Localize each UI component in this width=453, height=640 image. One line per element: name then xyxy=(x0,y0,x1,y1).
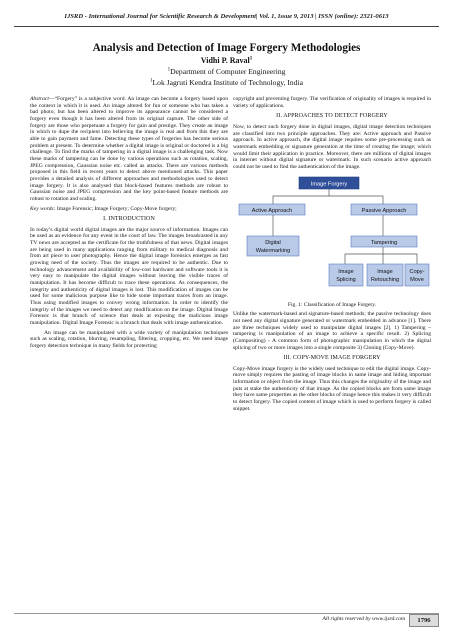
affiliation-1-sup: 1 xyxy=(167,67,171,73)
connector-tampering-splicing xyxy=(345,246,383,264)
running-header xyxy=(14,12,439,27)
node-watermarking-line1: Digital xyxy=(265,239,281,246)
page-footer xyxy=(14,613,439,626)
figure-classification xyxy=(233,174,431,300)
section-heading-copymove: III. COPY-MOVE IMAGE FORGERY xyxy=(283,355,381,362)
intro-paragraph-2: An image can be manipulated with a wide variety of manipulation techniques such as scaling, rotation, blurring, resampling, filtering, cropping, etc. We need image forgery detection technique in many fields for protecting xyxy=(30,329,228,349)
approaches-paragraph: Now, to detect such forgery done in digital images, digital image detection techniques are classified into two principle approaches. They are: Active approach and Passive approach. In active approach, the digital image requires some pre-processing such as watermark embedding or signature generation at the time of creating the image; which would limit their application in practice. Moreover, there are millions of digital images in internet without digital signature or watermark. In such scenario active approach could not be used to find the authentication of the image. xyxy=(233,123,431,170)
intro-paragraph-1: In today’s digital world digital images are the major source of information. Images can be used as an evidence for any event in the court of law. The images broadcasted in any TV news are accepted as the certificate for the truthfulness of that news. Digital images are being used in many applications ranging from military to medical diagnosis and from art piece to user photography. Hence the digital image forensics emerges as fast growing need of the society. Thus the images are required to be authentic. Due to technology advancement and availability of low-cost hardware and software tools it is very easy to manipulate the digital images without leaving the visible traces of manipulation. It has become difficult to trace these operations. As consequences, the integrity and authenticity of digital images is lost. This modification of images can be used for some malicious purpose like to hide some important traces from an image. Thus using modified images to convey wrong information. In order to identify the integrity of the images we need to detect any modification on the image. Digital Image Forensic is that branch of science that deals at exposing the malicious image manipulation. Digital Image Forensic is a branch that deals with image authentication. xyxy=(30,226,228,326)
connector-root-active xyxy=(273,188,329,204)
node-splicing-line1: Image xyxy=(338,268,354,275)
paper-title: Analysis and Detection of Image Forgery Methodologies xyxy=(92,42,361,54)
node-retouching-line2: Retouching xyxy=(370,276,400,283)
affiliation-2-text: Lok Jagruti Kendra Institute of Technology, India xyxy=(152,78,303,87)
abstract-text: —“Forgery” is a subjective word. An image can become a forgery based upon the context in which it is used. An image altered for fun or someone who has taken a bad photo, but has been altered to improve its appearance cannot be considered a forgery even though it has been altered from its original capture. The other side of forgery are those who perpetuate a forgery for gain and prestige. They create an image in which to dupe the recipient into believing the image is real and from this they are able to gain payment and fame. Detecting these types of forgeries has become serious problem at present. To determine whether a digital image is original or doctored is a big challenge. To find the marks of tampering in a digital image is a challenging task. Now these marks of tampering can be done by various operations such as rotation, scaling, JPEG compression, Gaussian noise etc. called as attacks. There are various methods proposed in this field in recent years to detect above mentioned attacks. This paper provides a detailed analysis of different approaches and methodologies used to detect image forgery. It is also analysed that block-based features methods are robust to Gaussian noise and JPEG compression and the key point-based feature methods are robust to rotation and scaling. xyxy=(30,96,228,202)
running-head-text: IJSRD - International Journal for Scientific Research & Development| Vol. 1, Issue 9, 2013 | ISSN (online): 2321-0613 xyxy=(64,13,389,20)
keywords-text: Image Forensic; Image Forgery; Copy-Move forgery; xyxy=(55,205,177,212)
node-splicing-line2: Splicing xyxy=(336,276,356,283)
copymove-paragraph: Copy-Move image forgery is the widely used technique to edit the digital image. Copy-move simply requires the pasting of image blocks in same image and hiding important information or object from the image. Thus this changes the originality of the image and puts at stake the authenticity of that image. As the copied blocks are from same image they have same properties as the other blocks of image hence this makes it very difficult to detect forgery. The copied content of image which is used to perform forgery is called snippet. xyxy=(233,365,431,412)
affiliation-1 xyxy=(0,67,453,76)
classification-diagram xyxy=(233,174,431,300)
right-column xyxy=(233,96,431,415)
affiliation-2-sup: 1 xyxy=(150,78,153,84)
section-heading-introduction: I. INTRODUCTION xyxy=(103,216,155,223)
connector-tampering-copymove xyxy=(383,254,417,264)
abstract-label: Abstract xyxy=(30,96,49,102)
author-sup: 1 xyxy=(249,56,253,62)
author-line xyxy=(0,56,453,65)
section-heading-approaches: II. APPROACHES TO DETECT FORGERY xyxy=(276,113,388,120)
node-copymove-line2: Move xyxy=(410,276,424,283)
connector-root-passive xyxy=(329,196,383,204)
keywords xyxy=(30,206,228,213)
node-copymove-line1: Copy- xyxy=(409,268,425,275)
node-active-label: Active Approach xyxy=(251,207,293,214)
figure-caption: Fig. 1: Classification of Image Forgery. xyxy=(287,301,377,308)
continuation-paragraph: copyright and preventing forgery. The verification of originality of images is required in variety of applications. xyxy=(233,96,431,109)
node-root-label: Image Forgery xyxy=(310,181,348,188)
affiliation-1-text: Department of Computer Engineering xyxy=(170,67,286,76)
node-watermarking-line2: Watermarking xyxy=(255,247,291,254)
node-retouching-line1: Image xyxy=(377,268,393,275)
left-column xyxy=(30,96,228,353)
page-number: 1796 xyxy=(409,614,439,627)
abstract xyxy=(30,96,228,203)
footer-rights: All rights reserved by www.ijsrd.com xyxy=(322,616,405,622)
keywords-label: Key words: xyxy=(30,205,56,212)
affiliation-2 xyxy=(0,78,453,87)
node-passive-label: Passive Approach xyxy=(361,207,407,214)
node-tampering-label: Tampering xyxy=(370,239,398,246)
author-name: Vidhi P. Raval xyxy=(200,56,250,65)
unlike-paragraph: Unlike the watermark-based and signature-based methods; the passive technology does not need any digital signature generated or watermark embedded in advance [1]. There are three techniques widely used to manipulate digital images [2]. 1) Tampering – tampering is manipulation of an image to achieve a specific result. 2) Splicing (Compositing) - A common form of photographic manipulation in which the digital splicing of two or more images into a single composite 3) Cloning (Copy-Move). xyxy=(233,311,431,351)
